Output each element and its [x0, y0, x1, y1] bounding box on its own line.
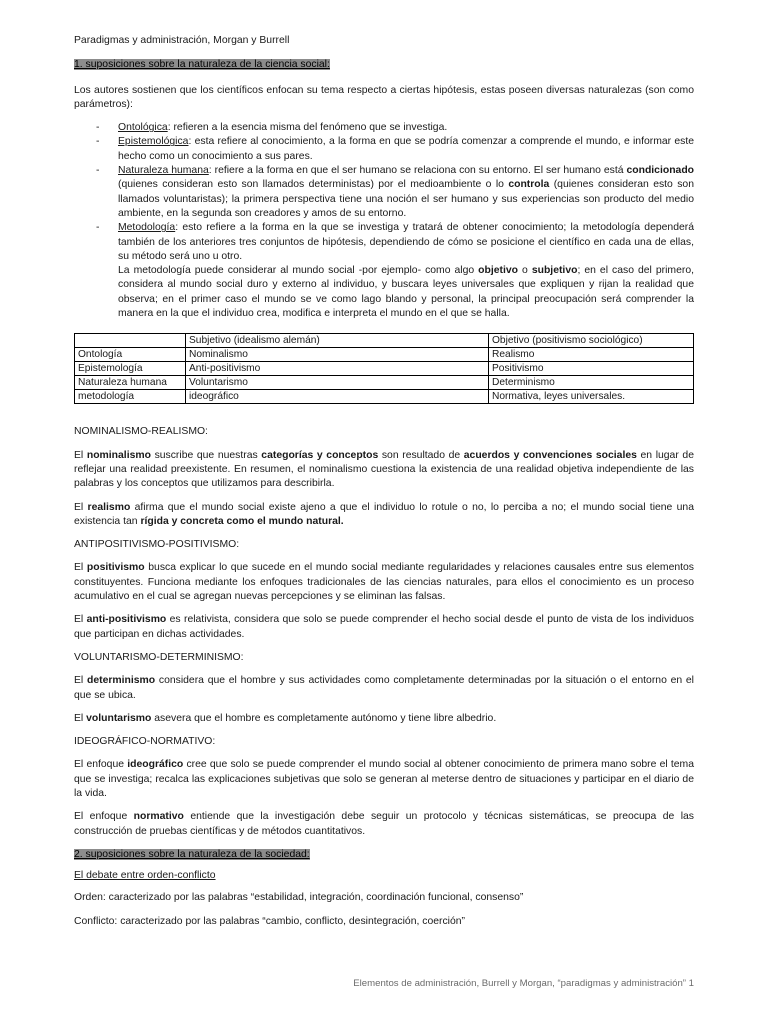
paragraph-antipositivismo — [74, 613, 694, 642]
methodology-extra — [74, 264, 694, 321]
table-cell: Subjetivo (idealismo alemán) — [186, 334, 489, 348]
list-item-metodologia — [74, 221, 694, 264]
bold-term: anti-positivismo — [86, 614, 167, 626]
paragraph-realismo — [74, 501, 694, 530]
bold-term: acuerdos y convenciones sociales — [463, 449, 637, 461]
paragraph-text: son resultado de — [378, 449, 464, 461]
comparison-table — [74, 333, 694, 404]
paragraph-text: busca explicar lo que sucede en el mundo social mediante regularidades y relaciones causales entre sus elementos constituyentes. Funciona mediante los enfoques tradicionales de las ciencias naturales, para ellos el conocimiento es un proceso acumulativo en el cual se agregan nuevas percepciones y se eliminan las falsas. — [74, 562, 694, 603]
bold-term: nominalismo — [86, 449, 151, 461]
heading-ideografico-normativo: IDEOGRÁFICO-NORMATIVO: — [74, 736, 216, 748]
definition-text: (quienes consideran esto son llamados voluntaristas); la primera perspectiva tiene una noción el ser humano y sus experiencias son producto del medio ambiente, en la segunda son creadores y amos de su entorno. — [118, 179, 694, 219]
table-cell: Nominalismo — [186, 348, 489, 362]
table-cell: Epistemología — [75, 362, 186, 376]
heading-nominalismo-realismo: NOMINALISMO-REALISMO: — [74, 426, 208, 438]
paragraph-text: considera que el hombre y sus actividades como completamente determinadas por la situación o el entorno en el que se ubica. — [74, 675, 694, 701]
table-cell: Determinismo — [489, 376, 694, 390]
term-naturaleza-humana: Naturaleza humana — [118, 165, 209, 177]
bold-term: objetivo — [478, 265, 518, 277]
paragraph-text: El — [74, 562, 87, 574]
paragraph-text: entiende que la investigación debe seguir un protocolo y técnicas sistemáticas, se preocupa de las construcción de pruebas científicas y de métodos cuantitativos. — [74, 811, 694, 837]
highlighted-heading: 1. suposiciones sobre la naturaleza de la ciencia social: — [74, 59, 330, 71]
term-epistemologica: Epistemológica — [118, 136, 189, 148]
bold-term: positivismo — [86, 562, 145, 574]
paragraph-text: cree que solo se puede comprender el mundo social al obtener conocimiento de primera mano sobre el tema que se investiga; recalca las explicaciones subjetivas que solo se generan al meterse dentro de situaciones y participar en el diario de la vida. — [74, 759, 694, 799]
definition-text: : esta refiere al conocimiento, a la forma en que se podría comenzar a comprende el mundo, e informar este hecho como un conocimiento a sus pares. — [118, 136, 694, 162]
table-header-row — [75, 334, 694, 348]
table-cell: Anti-positivismo — [186, 362, 489, 376]
paragraph-text: El — [74, 712, 87, 724]
list-item-epistemologica — [74, 135, 694, 164]
definition-text: : refieren a la esencia misma del fenómeno que se investiga. — [167, 122, 448, 134]
subheading-orden-conflicto: El debate entre orden-conflicto — [74, 870, 216, 882]
table-cell: Ontología — [75, 348, 186, 362]
table-cell: Objetivo (positivismo sociológico) — [489, 334, 694, 348]
bold-term: rígida y concreta como el mundo natural. — [140, 515, 344, 527]
table-cell — [75, 334, 186, 348]
table-cell: Naturaleza humana — [75, 376, 186, 390]
table-cell: Realismo — [489, 348, 694, 362]
paragraph-determinismo — [74, 674, 694, 703]
definition-list — [74, 121, 694, 264]
table-row — [75, 362, 694, 376]
bold-term: realismo — [87, 501, 131, 513]
section-heading-1 — [74, 58, 694, 72]
paragraph-text: es relativista, considera que solo se puede comprender el hecho social desde el punto de vista de los individuos que participan en dichas actividades. — [74, 614, 694, 640]
list-item-ontologica — [74, 121, 694, 135]
bold-term: subjetivo — [531, 265, 578, 277]
paragraph-conflicto: Conflicto: caracterizado por las palabras “cambio, conflicto, desintegración, coerción” — [74, 915, 465, 927]
paragraph-text: El enfoque — [74, 759, 128, 771]
paragraph-text: El — [74, 449, 87, 461]
paragraph-text: ; en el caso del primero, considera al mundo social duro y externo al individuo, y buscara leyes universales que expliquen y rijan la realidad que observa; en el primer caso el mundo se ve como lago blando y personal, la principal preocupación será comprender la manera en la que el individuo crea, modifica e interpreta el mundo en el que se halla. — [118, 265, 694, 320]
paragraph-ideografico — [74, 758, 694, 801]
bullet-dash: - — [96, 222, 100, 234]
document-page — [74, 34, 694, 938]
table-row — [75, 376, 694, 390]
bullet-dash: - — [96, 165, 100, 177]
paragraph-text: suscribe que nuestras — [150, 449, 262, 461]
paragraph-voluntarismo — [74, 712, 694, 726]
definition-text: : refiere a la forma en que el ser humano se relaciona con su entorno. El ser humano está — [208, 165, 627, 177]
paragraph-positivismo — [74, 561, 694, 604]
table-row — [75, 348, 694, 362]
paragraph-text: La metodología puede considerar al mundo social -por ejemplo- como algo — [118, 265, 479, 277]
table-cell: Normativa, leyes universales. — [489, 390, 694, 404]
bold-term: normativo — [133, 811, 184, 823]
table-cell: metodología — [75, 390, 186, 404]
paragraph-orden: Orden: caracterizado por las palabras “estabilidad, integración, coordinación funcional, consenso” — [74, 892, 524, 904]
heading-voluntarismo-determinismo: VOLUNTARISMO-DETERMINISMO: — [74, 651, 244, 663]
list-item-naturaleza-humana — [74, 164, 694, 221]
table-row — [75, 390, 694, 404]
table-cell: Voluntarismo — [186, 376, 489, 390]
term-ontologica: Ontológica — [118, 122, 168, 134]
highlighted-heading: 2. suposiciones sobre la naturaleza de la sociedad: — [74, 848, 310, 860]
heading-antipositivismo-positivismo: ANTIPOSITIVISMO-POSITIVISMO: — [74, 539, 240, 551]
paragraph-text: El enfoque — [74, 811, 134, 823]
definition-text: : esto refiere a la forma en la que se investiga y tratará de obtener conocimiento; la metodología dependerá también de los anteriores tres conjuntos de hipótesis, dependiendo de cómo se posicione el científico en cada una de ellas, su método será uno u otro. — [118, 222, 694, 262]
bold-term: determinismo — [87, 675, 156, 687]
paragraph-text: o — [518, 265, 532, 277]
paragraph-text: El — [74, 501, 88, 513]
bullet-dash: - — [96, 136, 100, 148]
term-metodologia: Metodología — [118, 222, 176, 234]
paragraph-text: afirma que el mundo social existe ajeno a que el individuo lo rotule o no, lo perciba a no; el mundo social tiene una existencia tan — [74, 501, 694, 527]
paragraph-normativo — [74, 810, 694, 839]
bold-term: ideográfico — [127, 759, 184, 771]
paragraph-text: asevera que el hombre es completamente autónomo y tiene libre albedrio. — [151, 712, 497, 724]
section-heading-2 — [74, 848, 694, 862]
paragraph-nominalismo — [74, 449, 694, 492]
page-footer: Elementos de administración, Burrell y Morgan, “paradigmas y administración” 1 — [353, 978, 694, 989]
table-cell: Positivismo — [489, 362, 694, 376]
bullet-dash: - — [96, 122, 100, 134]
bold-term: controla — [508, 179, 550, 191]
bold-term: voluntarismo — [86, 712, 152, 724]
table-cell: ideográfico — [186, 390, 489, 404]
bold-term: categorías y conceptos — [261, 449, 379, 461]
bold-term: condicionado — [626, 165, 695, 177]
definition-text: (quienes consideran esto son llamados deterministas) por el medioambiente o lo — [118, 179, 509, 191]
document-title: Paradigmas y administración, Morgan y Burrell — [74, 35, 290, 46]
intro-paragraph: Los autores sostienen que los científicos enfocan su tema respecto a ciertas hipótesis, estas poseen diversas naturalezas (son como parámetros): — [74, 84, 694, 110]
paragraph-text: El — [74, 675, 87, 687]
paragraph-text: El — [74, 614, 87, 626]
paragraph-text: en lugar de reflejar una realidad preexistente. En resumen, el nominalismo cuestiona la existencia de una realidad objetiva independiente de las palabras y los conceptos que utilizamos para describirla. — [74, 449, 694, 490]
